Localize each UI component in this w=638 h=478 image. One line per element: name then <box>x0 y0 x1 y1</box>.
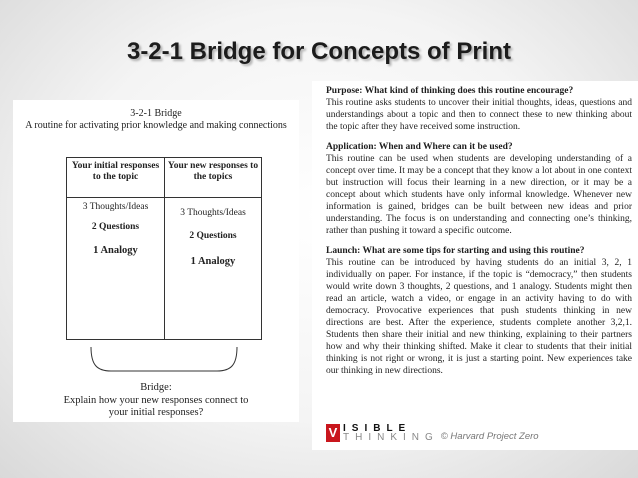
section-body: This routine can be used when students are developing understanding of a concept over time. It may be a concept that they know a lot about in one context but instruction will focus their learning in a new direction, or it may be a concept about which students have only informal knowledge. Whenever new information is gained, bridges can be built between new ideas and prior understanding. The focus is on understanding and connecting one’s thinking, rather than pushing it toward a specific outcome. <box>326 154 632 236</box>
routine-description-image <box>312 81 638 450</box>
thoughts-item: 3 Thoughts/Ideas <box>82 202 149 212</box>
section-body: This routine can be introduced by having students do an initial 3, 2, 1 individually on paper. For instance, if the topic is “democracy,” then students would write down 3 thoughts, 2 questions, and 1 analogy. Students might then read an article, watch a video, or engage in an activity having to do with democracy. Provocative experiences that push students thinking in new directions are best. After the experience, students complete another 3,2,1. Students then share their initial and new thinking, explaining to their partners how and why their thinking shifted. Make it clear to students that their initial thinking is not right or wrong, it is just a starting point. New experiences take our thinking in new directions. <box>326 258 632 376</box>
launch-section <box>326 245 632 377</box>
slide-title: 3-2-1 Bridge for Concepts of Print <box>126 38 512 65</box>
visible-thinking-logo <box>326 424 539 442</box>
bridge-brace-icon <box>87 345 241 375</box>
column-header: Your initial responses to the topic <box>67 158 164 198</box>
section-body: This routine asks students to uncover their initial thoughts, ideas, questions and understandings about a topic and then to connect these to new thinking about the topic after they have received some instruction. <box>326 98 632 132</box>
bridge-diagram-image <box>13 100 299 422</box>
new-responses-column <box>164 158 261 339</box>
analogy-item: 1 Analogy <box>93 245 138 256</box>
initial-responses-column <box>67 158 164 339</box>
bridge-text: Explain how your new responses connect to your initial responses? <box>63 394 249 418</box>
questions-item: 2 Questions <box>189 231 237 241</box>
purpose-section <box>326 85 632 133</box>
diagram-heading: 3-2-1 Bridge <box>130 108 182 119</box>
logo-wordmark <box>343 424 439 442</box>
responses-table <box>66 157 262 340</box>
section-heading: Application: When and Where can it be used? <box>326 142 513 152</box>
questions-item: 2 Questions <box>91 222 140 232</box>
bridge-prompt <box>13 382 299 420</box>
diagram-header <box>13 108 299 132</box>
logo-word-thinking: THINKING <box>343 432 439 443</box>
logo-v-mark: V <box>326 424 340 442</box>
copyright-text: © Harvard Project Zero <box>440 431 539 442</box>
bridge-label: Bridge: <box>140 382 172 393</box>
thoughts-item: 3 Thoughts/Ideas <box>180 208 246 218</box>
logo-word-visible: ISIBLE <box>343 423 412 434</box>
column-header: Your new responses to the topics <box>165 158 261 198</box>
diagram-subheading: A routine for activating prior knowledge and making connections <box>25 120 287 131</box>
application-section <box>326 141 632 237</box>
section-heading: Purpose: What kind of thinking does this routine encourage? <box>326 86 574 96</box>
analogy-item: 1 Analogy <box>190 256 236 267</box>
section-heading: Launch: What are some tips for starting and using this routine? <box>326 246 585 256</box>
